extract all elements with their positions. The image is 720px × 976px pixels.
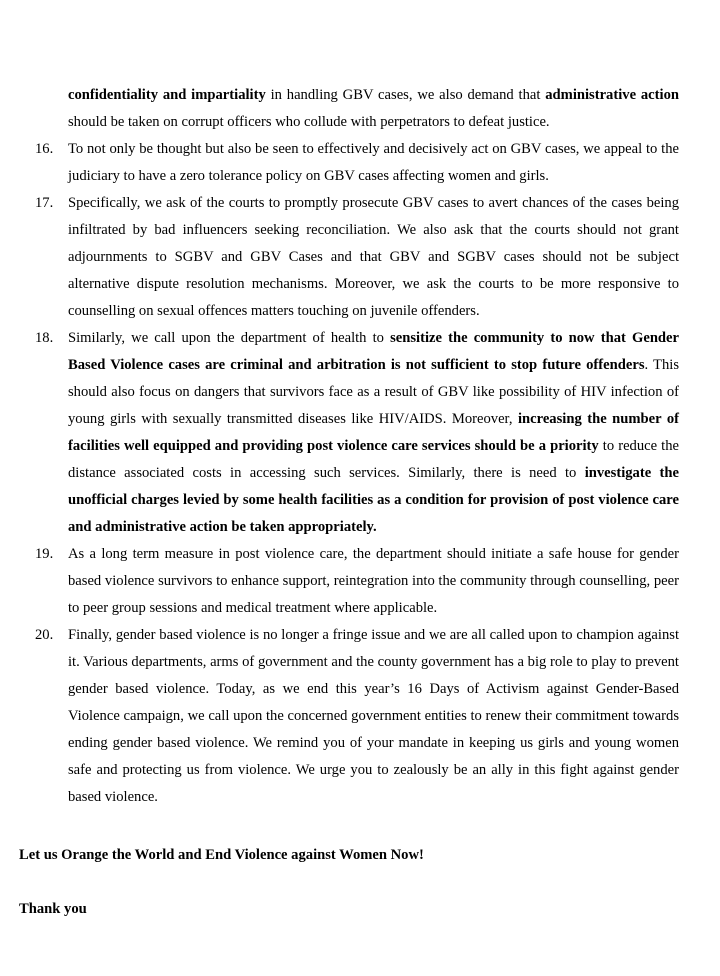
paragraph-text [68,330,679,535]
paragraph-18 [19,325,679,541]
text-run: Similarly, we call upon the department of health to [68,330,391,346]
text-run: . This should also focus on dangers that survivors face as a result of GBV like possibility of HIV infection of young girls with sexually transmitted diseases like HIV/AIDS. Moreover, [68,357,679,427]
paragraph-20 [19,622,679,811]
text-run: To not only be thought but also be seen to effectively and decisively act on GBV cases, we appeal to the judiciary to have a zero tolerance policy on GBV cases affecting women and girls. [68,141,679,184]
paragraph-19 [19,541,679,622]
paragraph-number: 20. [35,627,54,643]
paragraph-text [68,546,679,616]
text-run: to reduce the distance associated costs in accessing such services. Similarly, there is need to [68,438,679,481]
bold-text-run: administrative action [545,87,679,103]
paragraph-17 [19,190,679,325]
paragraph-text [68,141,679,184]
paragraph-number: 18. [35,330,54,346]
text-run: Specifically, we ask of the courts to promptly prosecute GBV cases to avert chances of the cases being infiltrated by bad influencers seeking reconciliation. We also ask that the courts should not grant adjournments to SGBV and GBV Cases and that GBV and SGBV cases should not be subject alternative dispute resolution mechanisms. Moreover, we ask the courts to be more responsive to counselling on sexual offences matters touching on juvenile offenders. [68,195,679,319]
paragraph-text [68,87,679,130]
text-run: should be taken on corrupt officers who collude with perpetrators to defeat justice. [68,114,550,130]
closing-thanks: Thank you [19,901,87,917]
paragraph-text [68,627,679,805]
bold-text-run: increasing the number of facilities well equipped and providing post violence care services should be a priority [68,411,679,454]
closing-slogan: Let us Orange the World and End Violence against Women Now! [19,847,424,863]
bold-text-run: confidentiality and impartiality [68,87,266,103]
paragraph-16 [19,136,679,190]
paragraph-number: 17. [35,195,54,211]
text-run: in handling GBV cases, we also demand that [265,87,546,103]
paragraph-text [68,195,679,319]
text-run: Finally, gender based violence is no longer a fringe issue and we are all called upon to champion against it. Various departments, arms of government and the county government has a big role to play to prevent gender based violence. Today, as we end this year’s 16 Days of Activism against Gender-Based Violence campaign, we call upon the concerned government entities to renew their commitment towards ending gender based violence. We remind you of your mandate in keeping us girls and young women safe and protecting us from violence. We urge you to zealously be an ally in this fight against gender based violence. [68,627,679,805]
numbered-paragraph-list [19,82,679,811]
paragraph-continuation [19,82,679,136]
paragraph-number: 19. [35,546,54,562]
text-run: As a long term measure in post violence care, the department should initiate a safe house for gender based violence survivors to enhance support, reintegration into the community through counselling, peer to peer group sessions and medical treatment where applicable. [68,546,679,616]
paragraph-number: 16. [35,141,54,157]
bold-text-run: investigate the unofficial charges levied by some health facilities as a condition for provision of post violence care and administrative action be taken appropriately. [68,465,679,535]
bold-text-run: sensitize the community to now that Gender Based Violence cases are criminal and arbitration is not sufficient to stop future offenders [68,330,680,373]
